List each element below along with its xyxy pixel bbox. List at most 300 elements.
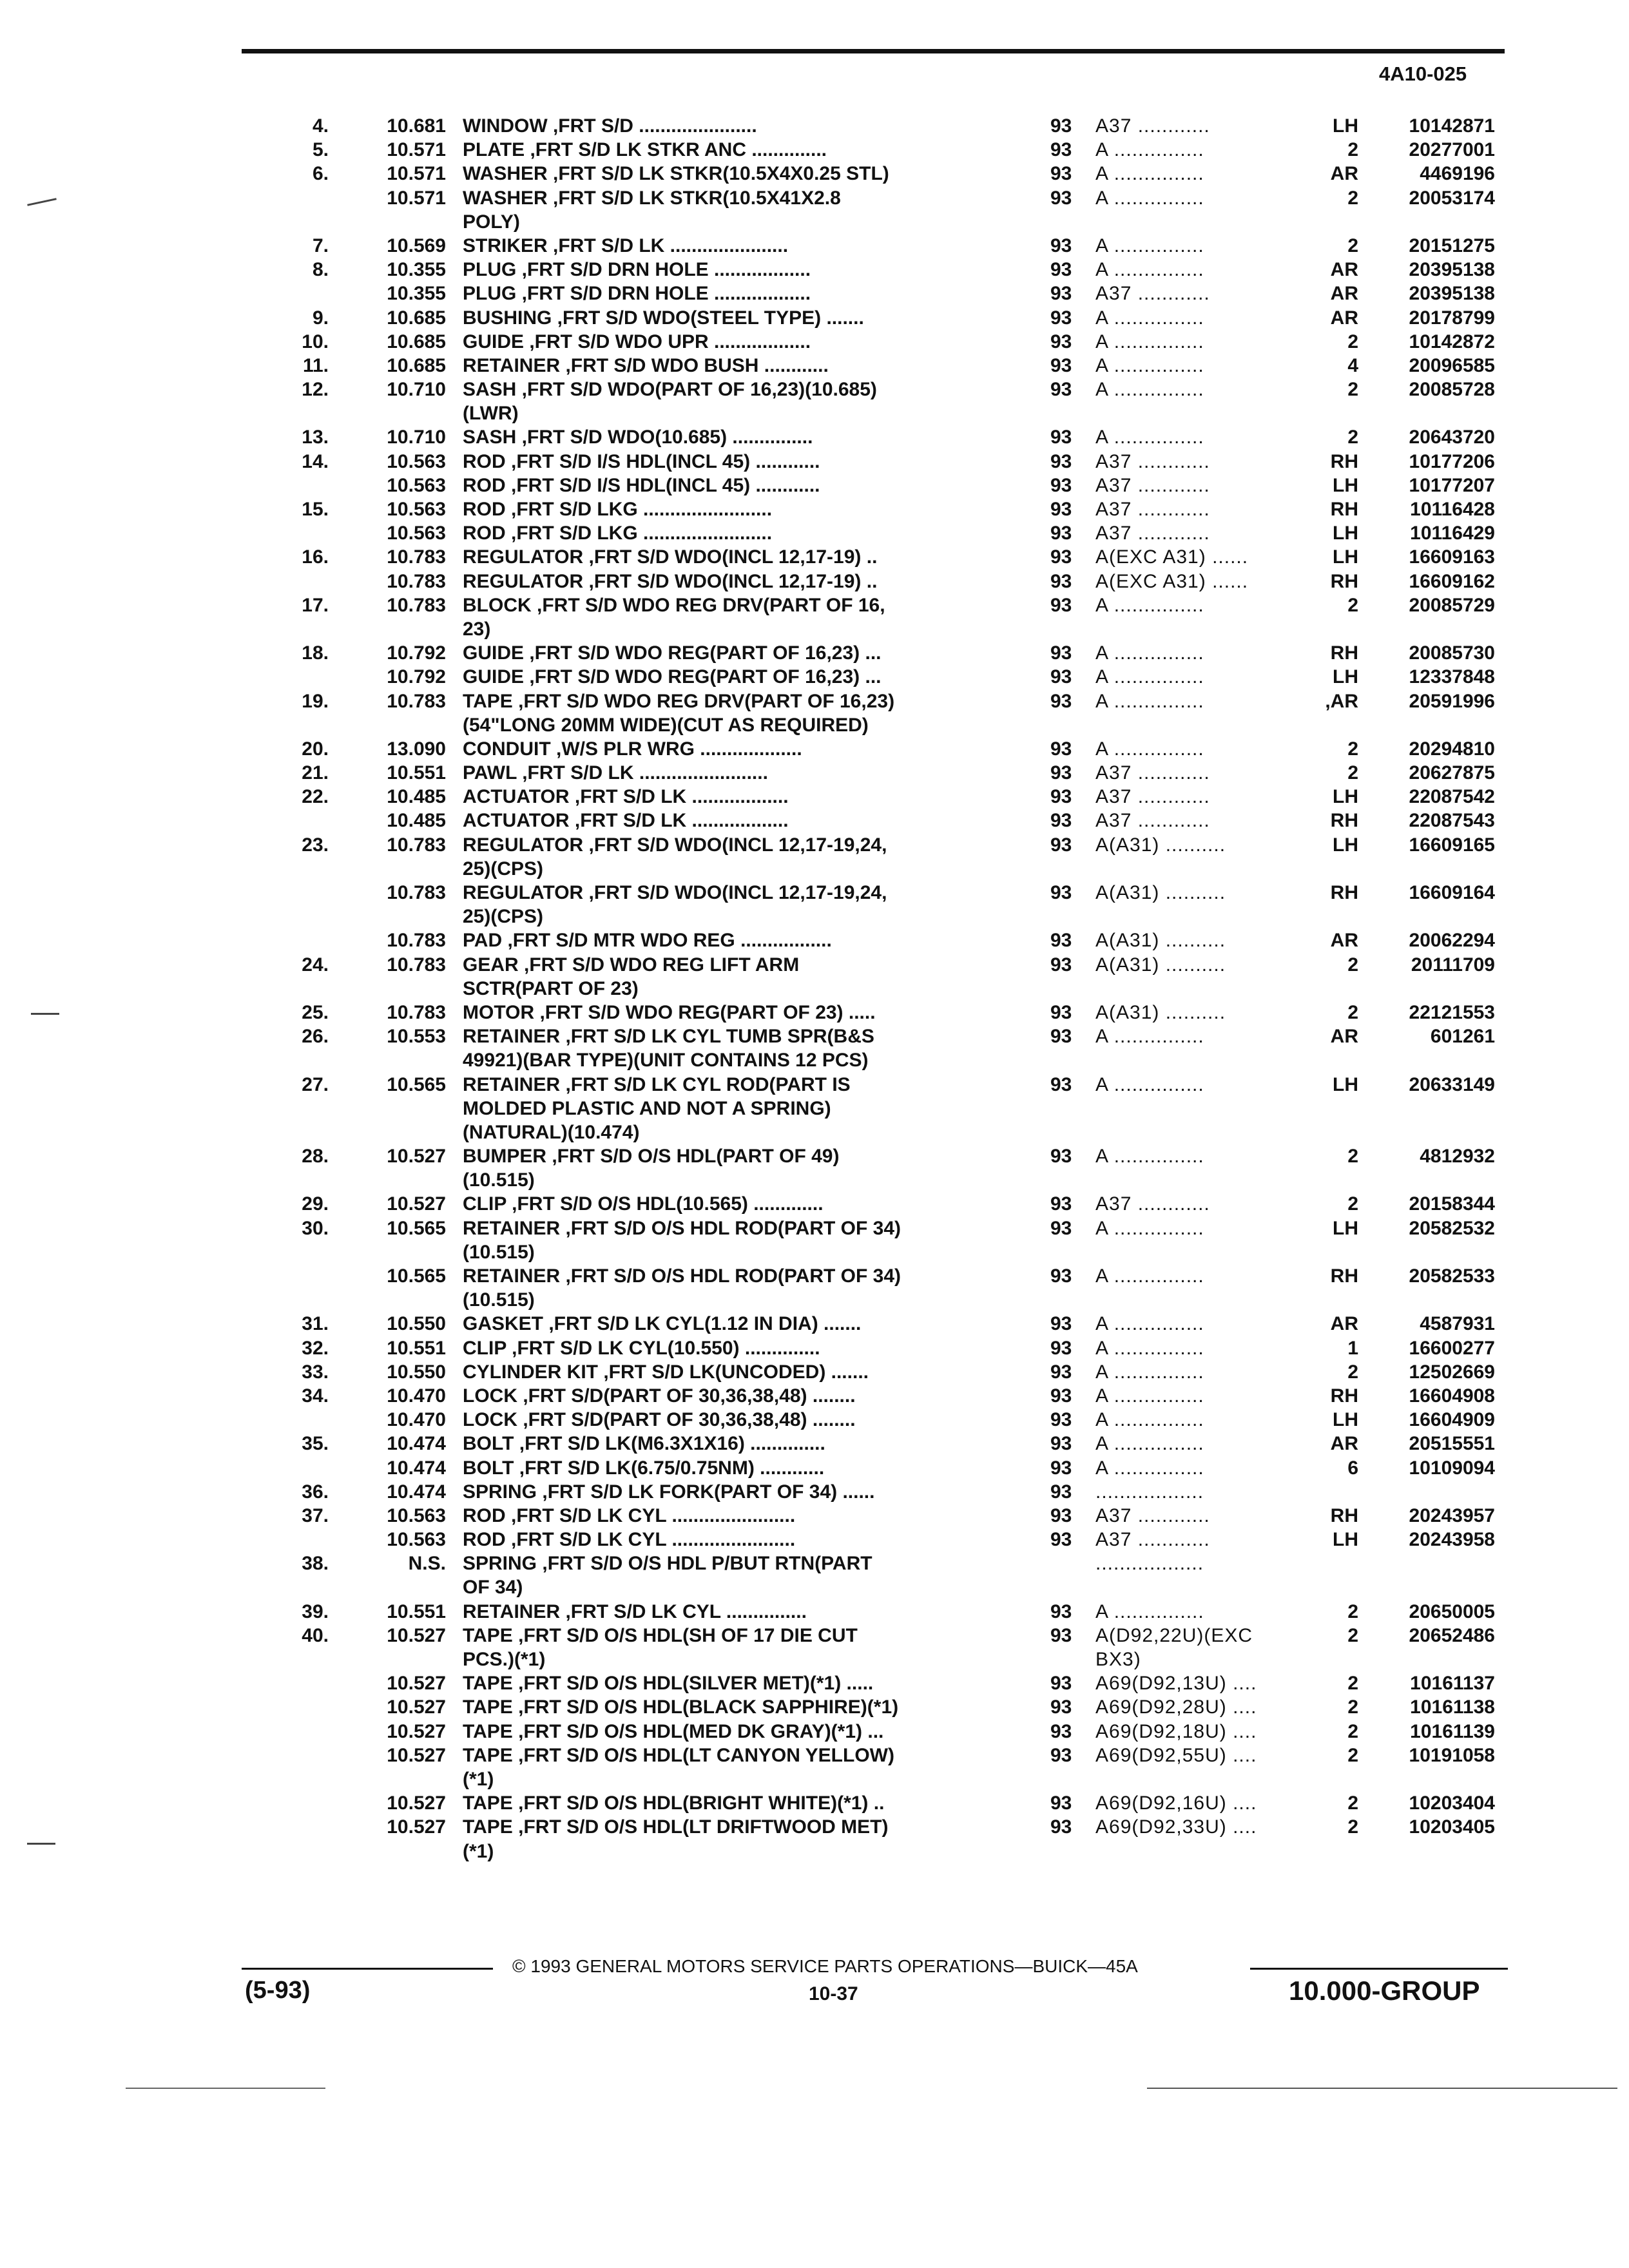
ref-number: 17.	[302, 594, 329, 616]
page-number: 10-37	[809, 1983, 858, 2004]
model-code: A ...............	[1095, 1409, 1204, 1431]
quantity: 2	[1347, 1146, 1358, 1168]
quantity: 2	[1347, 187, 1358, 209]
part-description: SASH ,FRT S/D WDO(10.685) ...............	[463, 427, 813, 448]
group-number: 10.681	[387, 115, 446, 137]
group-number: 10.550	[387, 1313, 446, 1335]
model-code: A ...............	[1095, 594, 1204, 616]
quantity: AR	[1330, 1433, 1358, 1455]
model-code: A(A31) ..........	[1095, 930, 1226, 952]
model-code: A(D92,22U)(EXC	[1095, 1624, 1253, 1646]
table-row	[0, 210, 1629, 234]
part-description: (NATURAL)(10.474)	[463, 1121, 640, 1143]
ref-number: 37.	[302, 1504, 329, 1526]
quantity: LH	[1333, 523, 1358, 544]
model-year: 93	[1050, 139, 1072, 161]
table-row	[0, 1648, 1629, 1671]
ref-number: 8.	[312, 259, 329, 281]
part-description: LOCK ,FRT S/D(PART OF 30,36,38,48) ........	[463, 1385, 856, 1407]
ref-number: 15.	[302, 499, 329, 520]
table-row	[0, 665, 1629, 689]
ref-number: 13.	[302, 427, 329, 448]
part-description: TAPE ,FRT S/D O/S HDL(LT CANYON YELLOW)	[463, 1744, 894, 1766]
table-row	[0, 1624, 1629, 1648]
model-year: 93	[1050, 1001, 1072, 1023]
part-description: (LWR)	[463, 403, 519, 425]
part-number: 10161137	[1410, 1673, 1495, 1695]
part-description: SPRING ,FRT S/D LK FORK(PART OF 34) ......	[463, 1481, 875, 1503]
group-number: 10.527	[387, 1193, 446, 1215]
table-row	[0, 521, 1629, 545]
table-row	[0, 1815, 1629, 1839]
part-number: 16609164	[1409, 882, 1495, 903]
group-number: 10.470	[387, 1409, 446, 1431]
model-code: A37 ............	[1095, 115, 1210, 137]
group-number: 10.485	[387, 810, 446, 832]
quantity: 2	[1347, 1792, 1358, 1814]
part-description: ROD ,FRT S/D LK CYL .......................	[463, 1529, 796, 1551]
ref-number: 9.	[312, 307, 329, 329]
table-row	[0, 1168, 1629, 1192]
quantity: RH	[1330, 882, 1358, 903]
part-number: 10203404	[1409, 1792, 1495, 1814]
model-code: A(EXC A31) ......	[1095, 570, 1249, 592]
part-number: 10191058	[1409, 1744, 1495, 1766]
quantity: 2	[1347, 762, 1358, 784]
part-number: 10142872	[1409, 331, 1495, 352]
quantity: 4	[1347, 354, 1358, 376]
part-description: GUIDE ,FRT S/D WDO UPR ..................	[463, 331, 811, 352]
quantity: 2	[1347, 1600, 1358, 1622]
quantity: AR	[1330, 259, 1358, 281]
footer-rule-right	[1250, 1968, 1508, 1970]
model-code: A69(D92,16U) ....	[1095, 1792, 1257, 1814]
quantity: ,AR	[1325, 690, 1358, 712]
quantity: RH	[1330, 1504, 1358, 1526]
group-number: 13.090	[387, 738, 446, 760]
quantity: RH	[1330, 450, 1358, 472]
table-row	[0, 881, 1629, 905]
quantity: AR	[1330, 307, 1358, 329]
part-number: 20652486	[1409, 1624, 1495, 1646]
part-number: 20633149	[1409, 1073, 1495, 1095]
part-description: RETAINER ,FRT S/D O/S HDL ROD(PART OF 34)	[463, 1265, 901, 1287]
quantity: 2	[1347, 1720, 1358, 1742]
model-year: 93	[1050, 1361, 1072, 1383]
group-number: 10.563	[387, 450, 446, 472]
part-number: 20294810	[1409, 738, 1495, 760]
group-number: 10.474	[387, 1457, 446, 1479]
part-description: ROD ,FRT S/D LKG ........................	[463, 523, 773, 544]
model-code: A37 ............	[1095, 474, 1210, 496]
table-row	[0, 162, 1629, 186]
table-row	[0, 497, 1629, 521]
part-description: GEAR ,FRT S/D WDO REG LIFT ARM	[463, 954, 800, 975]
part-description: POLY)	[463, 211, 520, 233]
table-row	[0, 953, 1629, 977]
model-year: 93	[1050, 1673, 1072, 1695]
part-description: MOTOR ,FRT S/D WDO REG(PART OF 23) .....	[463, 1001, 876, 1023]
model-code: A37 ............	[1095, 1529, 1210, 1551]
ref-number: 18.	[302, 642, 329, 664]
quantity: 2	[1347, 738, 1358, 760]
group-number: 10.685	[387, 354, 446, 376]
part-description: RETAINER ,FRT S/D O/S HDL ROD(PART OF 34)	[463, 1217, 901, 1239]
part-description: GUIDE ,FRT S/D WDO REG(PART OF 16,23) ...	[463, 666, 882, 688]
ref-number: 24.	[302, 954, 329, 975]
table-row	[0, 425, 1629, 449]
table-row	[0, 545, 1629, 569]
model-year: 93	[1050, 379, 1072, 401]
ref-number: 29.	[302, 1193, 329, 1215]
part-number: 20277001	[1409, 139, 1495, 161]
table-row	[0, 1504, 1629, 1528]
part-description: ACTUATOR ,FRT S/D LK ..................	[463, 786, 789, 808]
part-description: GASKET ,FRT S/D LK CYL(1.12 IN DIA) .......	[463, 1313, 862, 1335]
group-number: N.S.	[408, 1553, 446, 1575]
part-number: 20085730	[1409, 642, 1495, 664]
footer-rule-left	[242, 1968, 493, 1970]
table-row	[0, 689, 1629, 713]
model-code: A ...............	[1095, 1146, 1204, 1168]
model-year: 93	[1050, 163, 1072, 185]
part-number: 20111709	[1411, 954, 1495, 975]
quantity: LH	[1333, 834, 1358, 856]
ref-number: 16.	[302, 546, 329, 568]
table-row	[0, 1312, 1629, 1336]
group-number: 10.563	[387, 523, 446, 544]
part-number: 20395138	[1409, 283, 1495, 305]
table-row	[0, 977, 1629, 1001]
group-number: 10.710	[387, 379, 446, 401]
part-description: 25)(CPS)	[463, 858, 544, 879]
group-number: 10.571	[387, 163, 446, 185]
part-description: 49921)(BAR TYPE)(UNIT CONTAINS 12 PCS)	[463, 1050, 869, 1072]
model-code: A ...............	[1095, 1337, 1204, 1359]
table-row	[0, 737, 1629, 761]
group-number: 10.485	[387, 786, 446, 808]
part-number: 16609162	[1409, 570, 1495, 592]
group-number: 10.551	[387, 1337, 446, 1359]
part-description: BUMPER ,FRT S/D O/S HDL(PART OF 49)	[463, 1146, 840, 1168]
part-number: 20053174	[1409, 187, 1495, 209]
model-year: 93	[1050, 1073, 1072, 1095]
date-code: (5-93)	[245, 1977, 311, 2004]
model-code: A ...............	[1095, 379, 1204, 401]
quantity: RH	[1330, 642, 1358, 664]
model-year: 93	[1050, 882, 1072, 903]
ref-number: 28.	[302, 1146, 329, 1168]
model-year: 93	[1050, 1385, 1072, 1407]
model-year: 93	[1050, 690, 1072, 712]
part-description: ACTUATOR ,FRT S/D LK ..................	[463, 810, 789, 832]
part-number: 10161138	[1410, 1696, 1495, 1718]
part-description: CONDUIT ,W/S PLR WRG ...................	[463, 738, 802, 760]
part-description: (10.515)	[463, 1289, 535, 1311]
table-row	[0, 1671, 1629, 1695]
group-number: 10.355	[387, 259, 446, 281]
table-row	[0, 186, 1629, 210]
table-row	[0, 1767, 1629, 1791]
part-description: SASH ,FRT S/D WDO(PART OF 16,23)(10.685)	[463, 379, 877, 401]
ref-number: 10.	[302, 331, 329, 352]
table-row	[0, 1384, 1629, 1408]
model-year: 93	[1050, 283, 1072, 305]
table-row	[0, 785, 1629, 809]
part-number: 20243957	[1409, 1504, 1495, 1526]
group-number: 10.355	[387, 283, 446, 305]
quantity: 1	[1347, 1337, 1358, 1359]
part-description: REGULATOR ,FRT S/D WDO(INCL 12,17-19) ..	[463, 546, 878, 568]
group-number: 10.550	[387, 1361, 446, 1383]
model-code: A ...............	[1095, 187, 1204, 209]
part-description: WASHER ,FRT S/D LK STKR(10.5X41X2.8	[463, 187, 841, 209]
model-code: A ...............	[1095, 1600, 1204, 1622]
part-description: 25)(CPS)	[463, 906, 544, 928]
group-number: 10.563	[387, 474, 446, 496]
model-code: A ...............	[1095, 1026, 1204, 1048]
model-code: A ...............	[1095, 259, 1204, 281]
part-description: REGULATOR ,FRT S/D WDO(INCL 12,17-19) ..	[463, 570, 878, 592]
part-description: PAWL ,FRT S/D LK ........................	[463, 762, 768, 784]
table-row	[0, 378, 1629, 401]
group-number: 10.783	[387, 834, 446, 856]
group-number: 10.527	[387, 1673, 446, 1695]
model-code: A ...............	[1095, 235, 1204, 256]
group-number: 10.565	[387, 1217, 446, 1239]
ref-number: 25.	[302, 1001, 329, 1023]
quantity: 2	[1347, 1673, 1358, 1695]
quantity: AR	[1330, 1313, 1358, 1335]
part-number: 601261	[1430, 1026, 1495, 1048]
model-code: A ...............	[1095, 1361, 1204, 1383]
table-row	[0, 401, 1629, 425]
model-code: ..................	[1095, 1481, 1204, 1503]
part-description: RETAINER ,FRT S/D LK CYL TUMB SPR(B&S	[463, 1026, 874, 1048]
part-number: 16609163	[1409, 546, 1495, 568]
part-description: GUIDE ,FRT S/D WDO REG(PART OF 16,23) ...	[463, 642, 882, 664]
group-number: 10.685	[387, 307, 446, 329]
model-code: A69(D92,33U) ....	[1095, 1816, 1257, 1838]
part-number: 20582532	[1409, 1217, 1495, 1239]
group-number: 10.527	[387, 1624, 446, 1646]
quantity: 2	[1347, 954, 1358, 975]
quantity: 2	[1347, 1193, 1358, 1215]
part-description: STRIKER ,FRT S/D LK ......................	[463, 235, 789, 256]
part-description: TAPE ,FRT S/D O/S HDL(SILVER MET)(*1) .....	[463, 1673, 874, 1695]
part-number: 12337848	[1409, 666, 1495, 688]
quantity: AR	[1330, 930, 1358, 952]
part-description: PLUG ,FRT S/D DRN HOLE ..................	[463, 283, 811, 305]
scan-mark	[1147, 2088, 1617, 2089]
group-number: 10.563	[387, 1529, 446, 1551]
part-description: REGULATOR ,FRT S/D WDO(INCL 12,17-19,24,	[463, 834, 887, 856]
part-description: BOLT ,FRT S/D LK(M6.3X1X16) ..............	[463, 1433, 825, 1455]
part-description: (54"LONG 20MM WIDE)(CUT AS REQUIRED)	[463, 714, 869, 736]
table-row	[0, 1408, 1629, 1432]
model-year: 93	[1050, 834, 1072, 856]
group-number: 10.470	[387, 1385, 446, 1407]
group-number: 10.685	[387, 331, 446, 352]
part-description: RETAINER ,FRT S/D LK CYL ROD(PART IS	[463, 1073, 851, 1095]
table-row	[0, 114, 1629, 138]
quantity: 2	[1347, 1816, 1358, 1838]
group-number: 10.527	[387, 1744, 446, 1766]
quantity: AR	[1330, 283, 1358, 305]
quantity: LH	[1333, 546, 1358, 568]
model-code: A(A31) ..........	[1095, 882, 1226, 903]
part-number: 22087542	[1409, 786, 1495, 808]
part-description: ROD ,FRT S/D I/S HDL(INCL 45) ............	[463, 450, 820, 472]
part-description: SCTR(PART OF 23)	[463, 977, 639, 999]
ref-number: 12.	[302, 379, 329, 401]
part-number: 10116429	[1410, 523, 1495, 544]
part-number: 10116428	[1410, 499, 1495, 520]
part-number: 20515551	[1409, 1433, 1495, 1455]
model-year: 93	[1050, 1217, 1072, 1239]
quantity: 6	[1347, 1457, 1358, 1479]
table-row	[0, 1001, 1629, 1024]
part-number: 10177206	[1409, 450, 1495, 472]
part-description: SPRING ,FRT S/D O/S HDL P/BUT RTN(PART	[463, 1553, 872, 1575]
part-description: ROD ,FRT S/D LK CYL .......................	[463, 1504, 796, 1526]
group-number: 10.563	[387, 1504, 446, 1526]
part-description: RETAINER ,FRT S/D WDO BUSH ............	[463, 354, 829, 376]
part-description: PLATE ,FRT S/D LK STKR ANC ..............	[463, 139, 827, 161]
model-year: 93	[1050, 786, 1072, 808]
group-number: 10.571	[387, 187, 446, 209]
part-number: 20085728	[1409, 379, 1495, 401]
part-number: 4587931	[1420, 1313, 1495, 1335]
quantity: 2	[1347, 331, 1358, 352]
quantity: LH	[1333, 1217, 1358, 1239]
part-number: 20243958	[1409, 1529, 1495, 1551]
ref-number: 34.	[302, 1385, 329, 1407]
quantity: LH	[1333, 666, 1358, 688]
ref-number: 6.	[312, 163, 329, 185]
table-row	[0, 1456, 1629, 1480]
group-number: 10.551	[387, 762, 446, 784]
part-description: ROD ,FRT S/D LKG ........................	[463, 499, 773, 520]
model-code: A(EXC A31) ......	[1095, 546, 1249, 568]
part-number: 10161139	[1410, 1720, 1495, 1742]
quantity: 2	[1347, 379, 1358, 401]
table-row	[0, 1744, 1629, 1767]
table-row	[0, 1144, 1629, 1168]
part-number: 22087543	[1409, 810, 1495, 832]
table-row	[0, 1575, 1629, 1599]
quantity: 2	[1347, 1624, 1358, 1646]
table-row	[0, 928, 1629, 952]
model-code: A ...............	[1095, 354, 1204, 376]
model-year: 93	[1050, 810, 1072, 832]
part-description: CLIP ,FRT S/D O/S HDL(10.565) .............	[463, 1193, 824, 1215]
model-code: A37 ............	[1095, 762, 1210, 784]
group-number: 10.527	[387, 1792, 446, 1814]
table-row	[0, 641, 1629, 665]
ref-number: 38.	[302, 1553, 329, 1575]
table-row	[0, 1528, 1629, 1552]
part-number: 12502669	[1409, 1361, 1495, 1383]
group-number: 10.553	[387, 1026, 446, 1048]
model-code: A(A31) ..........	[1095, 834, 1226, 856]
part-number: 20591996	[1409, 690, 1495, 712]
ref-number: 36.	[302, 1481, 329, 1503]
model-year: 93	[1050, 450, 1072, 472]
table-row	[0, 809, 1629, 832]
model-year: 93	[1050, 1457, 1072, 1479]
part-number: 16604909	[1409, 1409, 1495, 1431]
part-number: 10109094	[1409, 1457, 1495, 1479]
model-year: 93	[1050, 954, 1072, 975]
model-code: A37 ............	[1095, 786, 1210, 808]
model-year: 93	[1050, 930, 1072, 952]
part-number: 22121553	[1409, 1001, 1495, 1023]
part-description: TAPE ,FRT S/D O/S HDL(BRIGHT WHITE)(*1) ..	[463, 1792, 885, 1814]
part-number: 20582533	[1409, 1265, 1495, 1287]
model-code: A69(D92,28U) ....	[1095, 1696, 1257, 1718]
ref-number: 26.	[302, 1026, 329, 1048]
ref-number: 31.	[302, 1313, 329, 1335]
model-year: 93	[1050, 354, 1072, 376]
model-code: BX3)	[1095, 1649, 1141, 1670]
table-row	[0, 905, 1629, 928]
group-number: 10.474	[387, 1433, 446, 1455]
quantity: RH	[1330, 570, 1358, 592]
scan-mark	[126, 2088, 325, 2089]
model-code: A69(D92,55U) ....	[1095, 1744, 1257, 1766]
part-number: 20158344	[1409, 1193, 1495, 1215]
ref-number: 5.	[312, 139, 329, 161]
part-description: WINDOW ,FRT S/D ......................	[463, 115, 757, 137]
table-row	[0, 1720, 1629, 1744]
quantity: LH	[1333, 786, 1358, 808]
model-code: A ...............	[1095, 163, 1204, 185]
ref-number: 39.	[302, 1600, 329, 1622]
group-number: 10.783	[387, 570, 446, 592]
group-number: 10.783	[387, 546, 446, 568]
model-year: 93	[1050, 307, 1072, 329]
model-code: A ...............	[1095, 1073, 1204, 1095]
part-description: RETAINER ,FRT S/D LK CYL ...............	[463, 1600, 807, 1622]
table-row	[0, 1073, 1629, 1097]
model-year: 93	[1050, 1433, 1072, 1455]
model-code: A69(D92,18U) ....	[1095, 1720, 1257, 1742]
table-row	[0, 306, 1629, 330]
table-row	[0, 258, 1629, 282]
model-year: 93	[1050, 331, 1072, 352]
quantity: 2	[1347, 427, 1358, 448]
part-description: TAPE ,FRT S/D O/S HDL(LT DRIFTWOOD MET)	[463, 1816, 889, 1838]
group-number: 10.783	[387, 594, 446, 616]
part-description: (*1)	[463, 1768, 494, 1790]
model-year: 93	[1050, 235, 1072, 256]
table-row	[0, 282, 1629, 305]
model-code: A37 ............	[1095, 450, 1210, 472]
model-code: A69(D92,13U) ....	[1095, 1673, 1257, 1695]
page-code: 4A10-025	[1379, 62, 1467, 85]
quantity: LH	[1333, 1409, 1358, 1431]
part-number: 16600277	[1409, 1337, 1495, 1359]
table-row	[0, 1024, 1629, 1048]
table-row	[0, 1336, 1629, 1360]
part-description: CLIP ,FRT S/D LK CYL(10.550) ..............	[463, 1337, 820, 1359]
model-code: A ...............	[1095, 307, 1204, 329]
quantity: 2	[1347, 1361, 1358, 1383]
table-row	[0, 1552, 1629, 1575]
group-number: 10.783	[387, 882, 446, 903]
table-row	[0, 617, 1629, 641]
